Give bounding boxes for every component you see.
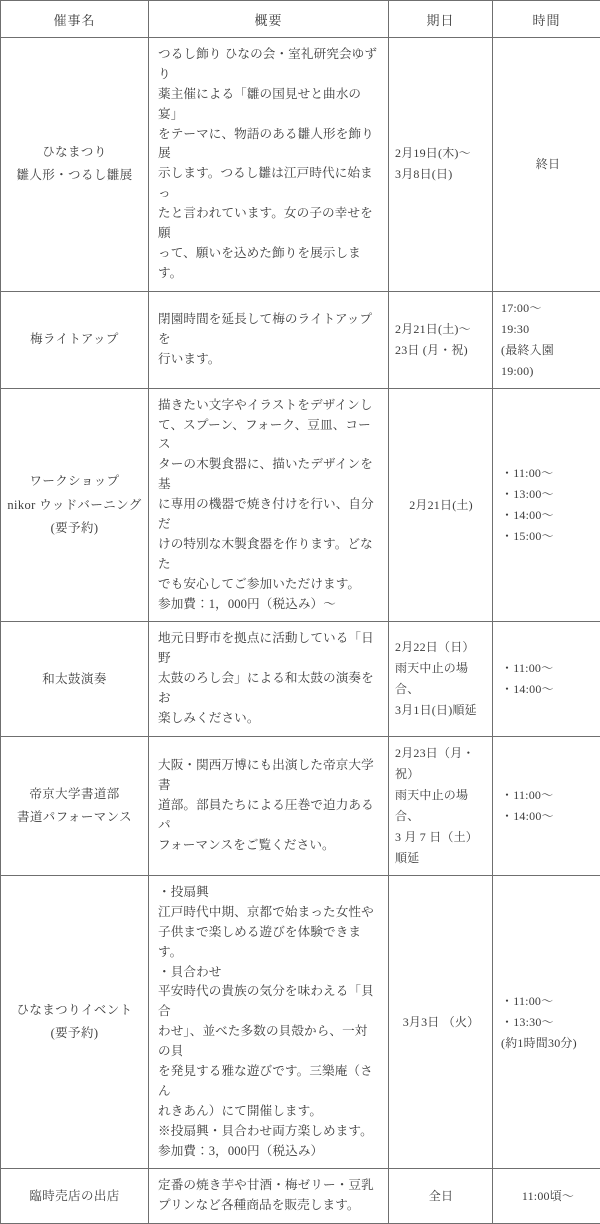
event-time-cell-line: ・11:00〜 [501,463,595,484]
event-overview-cell-line: けの特別な木製食器を作ります。どなた [158,535,380,575]
event-time-cell-line: ・11:00〜 [501,658,595,679]
event-overview-cell [149,622,389,736]
event-date-cell-line: 祝） [395,764,487,785]
event-date-cell [389,1169,493,1224]
event-name-cell-line: (要予約) [5,1022,144,1045]
event-overview-cell-line: わせ」、並べた多数の貝殻から、一対の貝 [158,1022,380,1062]
event-time-cell [493,291,600,388]
event-overview-cell-line: 江戸時代中期、京都で始まった女性や [158,903,380,923]
event-time-cell [493,875,600,1168]
event-overview-cell [149,875,389,1168]
event-name-cell-line: ワークショップ [5,470,144,493]
event-name-cell [1,291,149,388]
table-row [1,1169,600,1224]
event-overview-cell-line: つるし飾り ひなの会・室礼研究会ゆずり [158,45,380,85]
event-overview-cell-line: 定番の焼き芋や甘酒・梅ゼリー・豆乳 [158,1176,380,1196]
event-name-cell [1,38,149,292]
event-name-cell-line: 梅ライトアップ [5,328,144,351]
event-time-cell [493,1169,600,1224]
column-header-event-name: 催事名 [1,1,149,38]
event-date-cell [389,388,493,622]
event-overview-cell-line: 大阪・関西万博にも出演した帝京大学書 [158,756,380,796]
event-overview-cell-line: 参加費：3，000円（税込み） [158,1142,380,1162]
event-overview-cell-line: たと言われています。女の子の幸せを願 [158,204,380,244]
event-overview-cell-line: 描きたい文字やイラストをデザインし [158,396,380,416]
event-name-cell-line: 和太鼓演奏 [5,668,144,691]
event-overview-cell-line: でも安心してご参加いただけます。 [158,575,380,595]
event-overview-cell-line: て、スプーン、フォーク、豆皿、コース [158,416,380,456]
event-time-cell-line: 17:00〜 [501,298,595,319]
event-date-cell-line: 23日 (月・祝) [395,340,487,361]
event-name-cell-line: 帝京大学書道部 [5,783,144,806]
event-date-cell-line: 3月1日(日)順延 [395,700,487,721]
event-overview-cell-line: ターの木製食器に、描いたデザインを基 [158,455,380,495]
event-date-cell-line: 2月21日(土)〜 [395,319,487,340]
event-name-cell [1,1169,149,1224]
event-date-cell-line: 順延 [395,848,487,869]
event-time-cell-line: (約1時間30分) [501,1033,595,1054]
event-overview-cell-line: に専用の機器で焼き付けを行い、自分だ [158,495,380,535]
event-overview-cell-line: 閉園時間を延長して梅のライトアップを [158,310,380,350]
event-name-cell [1,388,149,622]
event-time-cell-line: 11:00頃〜 [501,1186,595,1207]
event-time-cell-line: (最終入園 [501,340,595,361]
event-overview-cell-line: って、願いを込めた飾りを展示します。 [158,244,380,284]
event-name-cell-line: 臨時売店の出店 [5,1185,144,1208]
event-time-cell-line: 19:30 [501,319,595,340]
event-name-cell-line: 雛人形・つるし雛展 [5,164,144,187]
event-time-cell-line: ・13:00〜 [501,484,595,505]
event-date-cell-line: 2月19日(木)〜 [395,143,487,164]
event-overview-cell-line: 参加費：1，000円（税込み）〜 [158,595,380,615]
event-time-cell-line: 19:00) [501,361,595,382]
event-overview-cell-line: 行います。 [158,350,380,370]
table-body [1,38,600,1224]
event-overview-cell-line: 子供まで楽しめる遊びを体験できます。 [158,923,380,963]
event-date-cell-line: 2月21日(土) [395,495,487,516]
event-overview-cell-line: を発見する雅な遊びです。三樂庵（さん [158,1062,380,1102]
event-time-cell-line: ・14:00〜 [501,806,595,827]
event-overview-cell-line: 地元日野市を拠点に活動している「日野 [158,629,380,669]
event-date-cell-line: 3月8日(日) [395,164,487,185]
table-row [1,622,600,736]
event-name-cell-line: nikor ウッドバーニング [5,494,144,517]
event-overview-cell-line: 道部。部員たちによる圧巻で迫力あるパ [158,796,380,836]
column-header-date: 期日 [389,1,493,38]
event-name-cell-line: 書道パフォーマンス [5,806,144,829]
event-overview-cell [149,38,389,292]
event-date-cell-line: 全日 [395,1186,487,1207]
event-name-cell-line: ひなまつり [5,141,144,164]
event-time-cell [493,622,600,736]
event-name-cell [1,622,149,736]
table-row [1,388,600,622]
event-overview-cell-line: れきあん）にて開催します。 [158,1102,380,1122]
event-time-cell-line: ・11:00〜 [501,991,595,1012]
event-date-cell-line: 雨天中止の場合、 [395,658,487,700]
table-row [1,736,600,875]
event-time-cell [493,38,600,292]
event-time-cell-line: ・13:30〜 [501,1012,595,1033]
event-overview-cell-line: 平安時代の貴族の気分を味わえる「貝合 [158,982,380,1022]
event-time-cell [493,736,600,875]
event-overview-cell [149,736,389,875]
event-overview-cell-line: プリンなど各種商品を販売します。 [158,1196,380,1216]
event-overview-cell [149,1169,389,1224]
column-header-overview: 概要 [149,1,389,38]
table-row [1,875,600,1168]
event-date-cell-line: 雨天中止の場合、 [395,785,487,827]
event-date-cell-line: 2月22日（日） [395,637,487,658]
event-overview-cell-line: 太鼓のろし会」による和太鼓の演奏をお [158,669,380,709]
table-header-row [1,1,600,38]
event-date-cell [389,736,493,875]
event-date-cell [389,875,493,1168]
event-overview-cell-line: 薬主催による「雛の国見せと曲水の宴」 [158,85,380,125]
event-name-cell-line: (要予約) [5,517,144,540]
event-overview-cell-line: ※投扇興・貝合わせ両方楽しめます。 [158,1122,380,1142]
event-date-cell-line: 2月23日（月・ [395,743,487,764]
event-time-cell-line: ・14:00〜 [501,679,595,700]
table-header [1,1,600,38]
event-overview-cell-line: ・投扇興 [158,883,380,903]
event-date-cell-line: 3 月 7 日（土） [395,827,487,848]
event-date-cell-line: 3月3日 （火） [395,1012,487,1033]
event-time-cell-line: 終日 [501,154,595,175]
event-overview-cell-line: 楽しみください。 [158,709,380,729]
event-name-cell [1,736,149,875]
event-name-cell-line: ひなまつりイベント [5,999,144,1022]
event-overview-cell-line: をテーマに、物語のある雛人形を飾り展 [158,125,380,165]
event-time-cell-line: ・15:00〜 [501,526,595,547]
event-time-cell-line: ・11:00〜 [501,785,595,806]
event-overview-cell-line: 示します。つるし雛は江戸時代に始まっ [158,164,380,204]
event-date-cell [389,38,493,292]
event-overview-cell-line: フォーマンスをご覧ください。 [158,836,380,856]
table-row [1,38,600,292]
event-overview-cell-line: ・貝合わせ [158,963,380,983]
event-overview-cell [149,388,389,622]
event-date-cell [389,622,493,736]
table-row [1,291,600,388]
event-time-cell [493,388,600,622]
event-name-cell [1,875,149,1168]
event-time-cell-line: ・14:00〜 [501,505,595,526]
column-header-time: 時間 [493,1,600,38]
event-date-cell [389,291,493,388]
event-overview-cell [149,291,389,388]
